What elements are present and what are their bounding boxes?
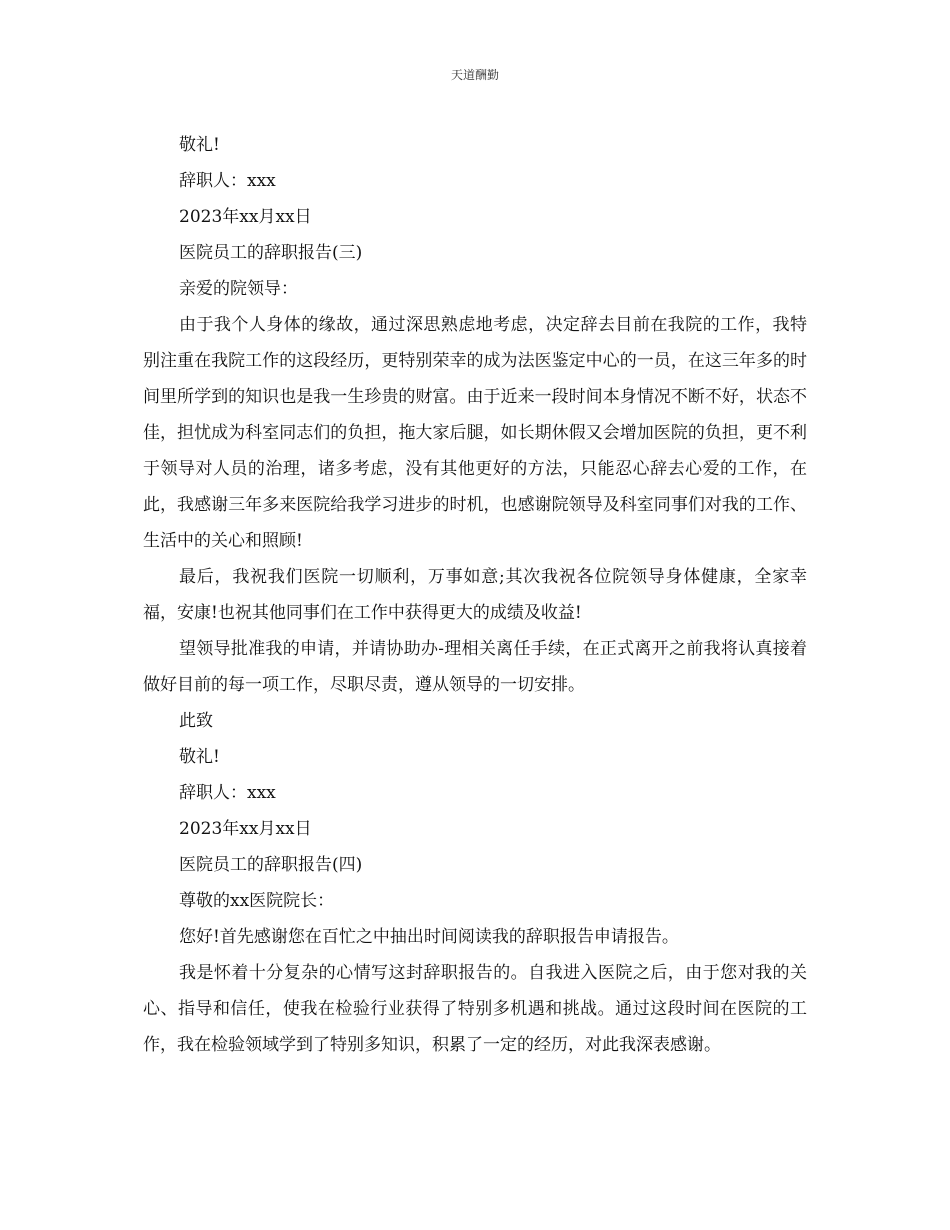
closing-phrase: 此致 <box>179 711 213 731</box>
salutation: 亲爱的院领导： <box>179 279 298 299</box>
body-paragraph: 我是怀着十分复杂的心情写这封辞职报告的。自我进入医院之后，由于您对我的关心、指导和信任，使我在检验行业获得了特别多机遇和挑战。通过这段时间在医院的工作，我在检验领域学到了特别多知识，积累了一定的经历，对此我深表感谢。 <box>143 963 807 1055</box>
greeting-line: 您好!首先感谢您在百忙之中抽出时间阅读我的辞职报告申请报告。 <box>179 927 679 947</box>
date-line: 2023年xx月xx日 <box>179 819 312 839</box>
closing-salute: 敬礼! <box>179 747 220 767</box>
signer-line: 辞职人：xxx <box>179 783 276 803</box>
body-paragraph: 最后，我祝我们医院一切顺利，万事如意;其次我祝各位院领导身体健康，全家幸福，安康!也祝其他同事们在工作中获得更大的成绩及收益! <box>143 567 807 623</box>
document-body <box>143 127 807 1063</box>
date-line: 2023年xx月xx日 <box>179 207 312 227</box>
closing-salute: 敬礼! <box>179 135 220 155</box>
body-paragraph: 望领导批准我的申请，并请协助办-理相关离任手续，在正式离开之前我将认真接着做好目前的每一项工作，尽职尽责，遵从领导的一切安排。 <box>143 639 807 695</box>
section-title: 医院员工的辞职报告(三) <box>179 243 363 263</box>
page-header: 天道酬勤 <box>450 68 499 82</box>
signer-line: 辞职人：xxx <box>179 171 276 191</box>
section-title: 医院员工的辞职报告(四) <box>179 855 363 875</box>
body-paragraph: 由于我个人身体的缘故，通过深思熟虑地考虑，决定辞去目前在我院的工作，我特别注重在我院工作的这段经历，更特别荣幸的成为法医鉴定中心的一员，在这三年多的时间里所学到的知识也是我一生珍贵的财富。由于近来一段时间本身情况不断不好，状态不佳，担忧成为科室同志们的负担，拖大家后腿，如长期休假又会增加医院的负担，更不利于领导对人员的治理，诸多考虑，没有其他更好的方法，只能忍心辞去心爱的工作，在此，我感谢三年多来医院给我学习进步的时机，也感谢院领导及科室同事们对我的工作、生活中的关心和照顾! <box>143 315 807 551</box>
salutation: 尊敬的xx医院院长： <box>179 891 335 911</box>
